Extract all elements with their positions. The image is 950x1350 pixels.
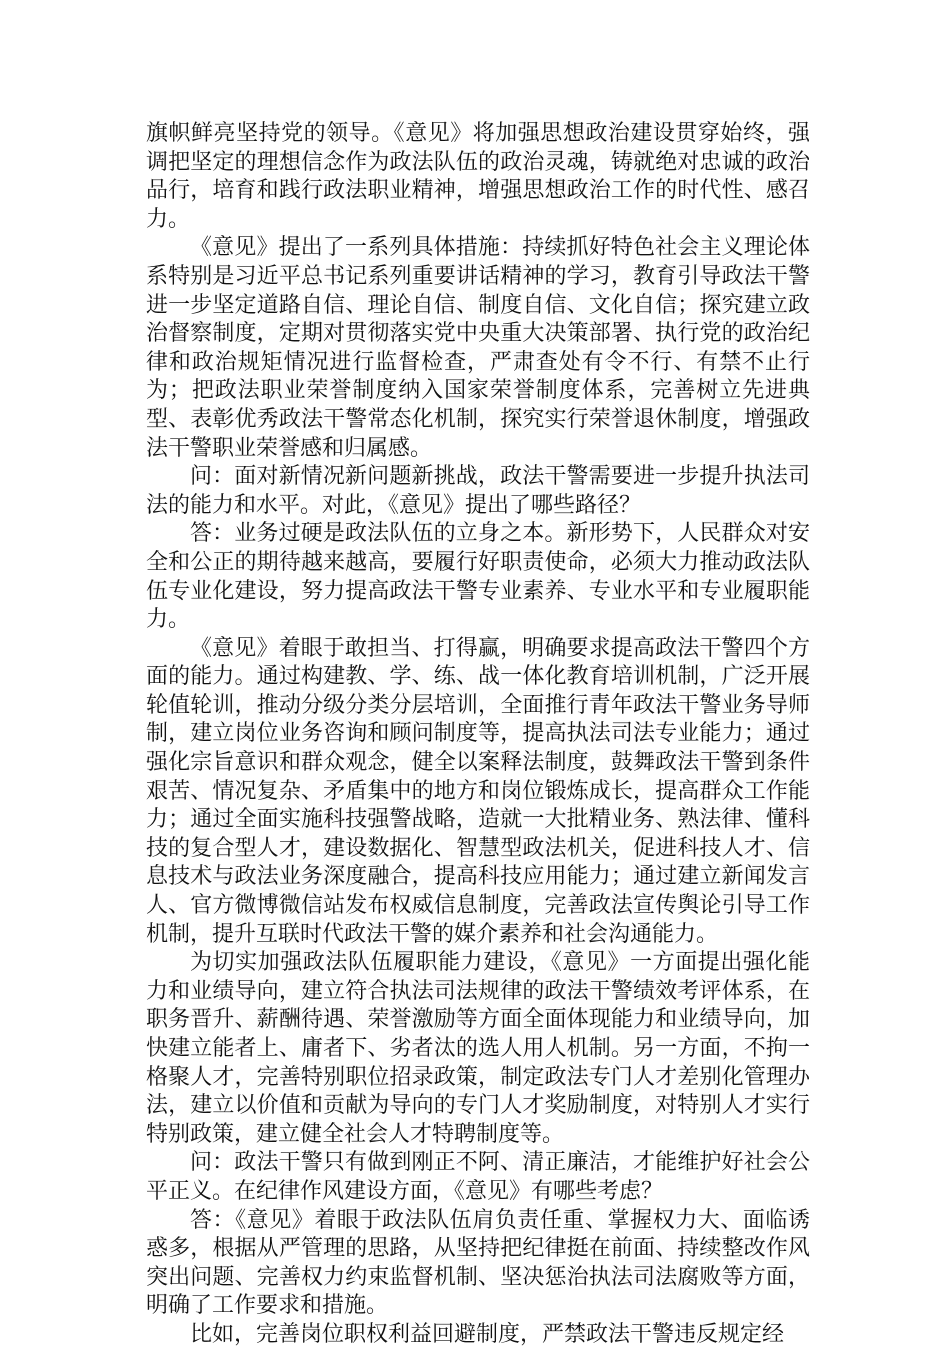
paragraph-performance-talent: 为切实加强政法队伍履职能力建设，《意见》一方面提出强化能力和业绩导向，建立符合执法司法规律的政法干警绩效考评体系，在职务晋升、薪酬待遇、荣誉激励等方面全面体现能力和业绩导向，加快建立能者上、庸者下、劣者汰的选人用人机制。另一方面，不拘一格聚人才，完善特别职位招录政策，制定政法专门人才差别化管理办法，建立以价值和贡献为导向的专门人才奖励制度，对特别人才实行特别政策，建立健全社会人才特聘制度等。	[146, 950, 810, 1147]
document-body	[146, 120, 810, 1350]
paragraph-answer-discipline: 答：《意见》着眼于政法队伍肩负责任重、掌握权力大、面临诱惑多，根据从严管理的思路，从坚持把纪律挺在前面、持续整改作风突出问题、完善权力约束监督机制、坚决惩治执法司法腐败等方面，明确了工作要求和措施。	[146, 1207, 810, 1319]
paragraph-question-discipline: 问：政法干警只有做到刚正不阿、清正廉洁，才能维护好社会公平正义。在纪律作风建设方面，《意见》有哪些考虑？	[146, 1150, 810, 1204]
paragraph-example-avoidance: 比如，完善岗位职权利益回避制度，严禁政法干警违反规定经	[190, 1321, 785, 1347]
paragraph-question-ability: 问：面对新情况新问题新挑战，政法干警需要进一步提升执法司法的能力和水平。对此，《意见》提出了哪些路径？	[146, 464, 810, 518]
paragraph-measures: 《意见》提出了一系列具体措施：持续抓好特色社会主义理论体系特别是习近平总书记系列重要讲话精神的学习，教育引导政法干警进一步坚定道路自信、理论自信、制度自信、文化自信；探究建立政治督察制度，定期对贯彻落实党中央重大决策部署、执行党的政治纪律和政治规矩情况进行监督检查，严肃查处有令不行、有禁不止行为；把政法职业荣誉制度纳入国家荣誉制度体系，完善树立先进典型、表彰优秀政法干警常态化机制，探究实行荣誉退休制度，增强政法干警职业荣誉感和归属感。	[146, 235, 810, 461]
paragraph-continuation: 旗帜鲜亮坚持党的领导。《意见》将加强思想政治建设贯穿始终，强调把坚定的理想信念作为政法队伍的政治灵魂，铸就绝对忠诚的政治品行，培育和践行政法职业精神，增强思想政治工作的时代性、感召力。	[146, 121, 810, 232]
paragraph-answer-ability: 答：业务过硬是政法队伍的立身之本。新形势下，人民群众对安全和公正的期待越来越高，要履行好职责使命，必须大力推动政法队伍专业化建设，努力提高政法干警专业素养、专业水平和专业履职能力。	[146, 521, 810, 633]
paragraph-four-abilities: 《意见》着眼于敢担当、打得赢，明确要求提高政法干警四个方面的能力。通过构建教、学、练、战一体化教育培训机制，广泛开展轮值轮训，推动分级分类分层培训，全面推行青年政法干警业务导师制，建立岗位业务咨询和顾问制度等，提高执法司法专业能力；通过强化宗旨意识和群众观念，健全以案释法制度，鼓舞政法干警到条件艰苦、情况复杂、矛盾集中的地方和岗位锻炼成长，提高群众工作能力；通过全面实施科技强警战略，造就一大批精业务、熟法律、懂科技的复合型人才，建设数据化、智慧型政法机关，促进科技人才、信息技术与政法业务深度融合，提高科技应用能力；通过建立新闻发言人、官方微博微信站发布权威信息制度，完善政法宣传舆论引导工作机制，提升互联时代政法干警的媒介素养和社会沟通能力。	[146, 635, 810, 947]
